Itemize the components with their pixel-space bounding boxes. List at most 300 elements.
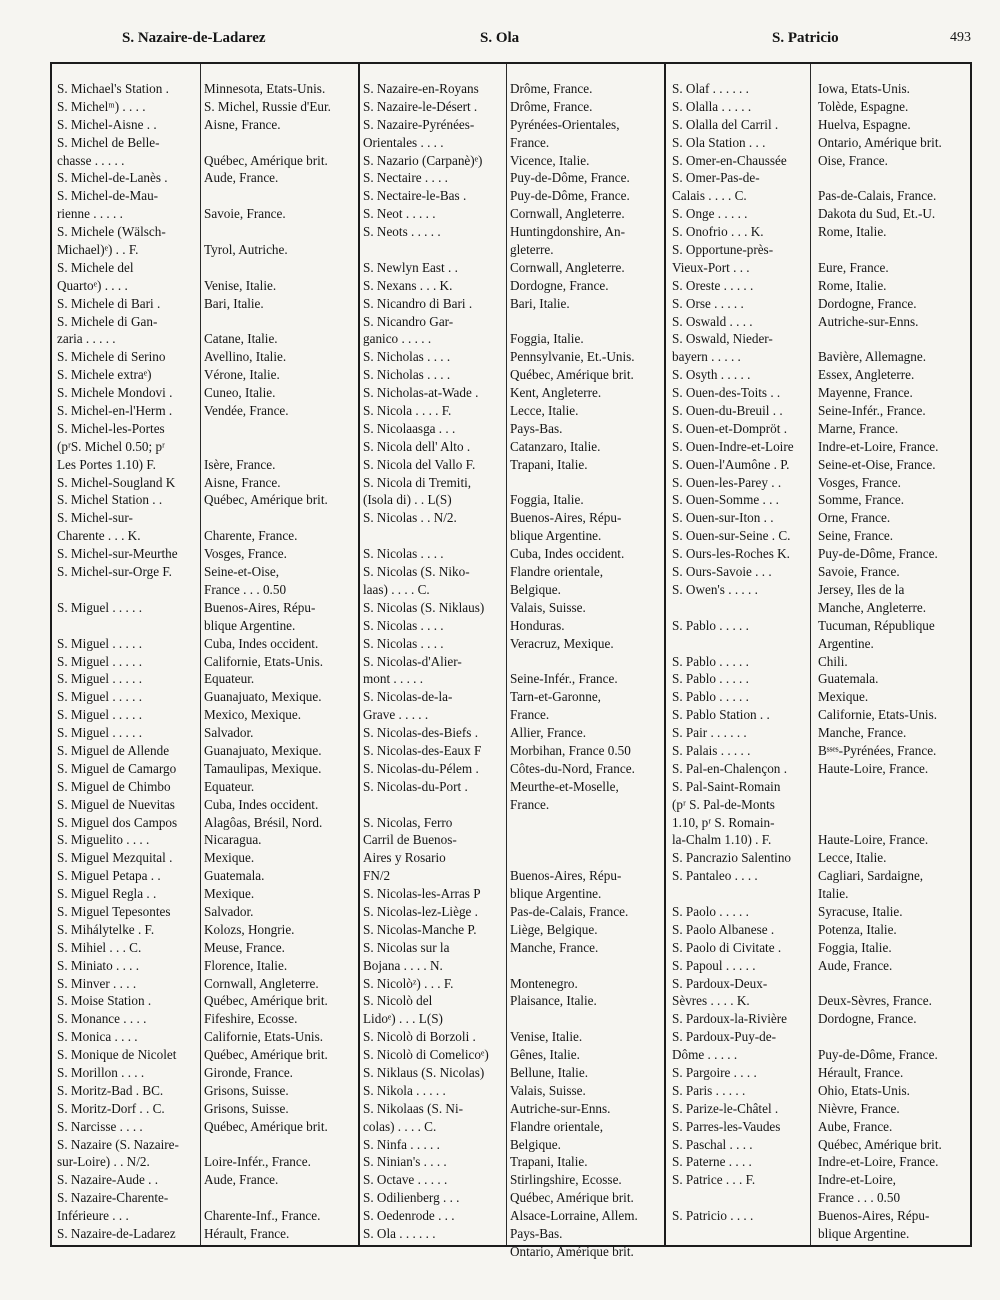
entry-name: Dôme . . . . .	[672, 1047, 738, 1063]
entry-place: Puy-de-Dôme, France.	[510, 170, 630, 186]
entry-place: Trapani, Italie.	[510, 456, 588, 472]
entry-place: Puy-de-Dôme, France.	[818, 1047, 938, 1063]
entry-name	[57, 617, 199, 635]
entry-place: Tarn-et-Garonne,	[510, 689, 601, 705]
entry-name: S. Octave . . . . .	[363, 1172, 448, 1188]
entry-place: Dordogne, France.	[818, 295, 917, 311]
entry-name: S. Ouen-Indre-et-Loire	[672, 438, 794, 454]
entry-place: Manche, France.	[818, 725, 907, 741]
entry-place: Hérault, France.	[204, 1226, 290, 1241]
entry-name: S. Michel-Sougland K	[57, 474, 176, 490]
entry-place: Buenos-Aires, Répu-	[510, 868, 622, 884]
entry-name: Orientales . . . .	[363, 134, 444, 150]
entry-place: Vendée, France.	[204, 403, 289, 419]
entry-place: Morbihan, France 0.50	[510, 742, 631, 758]
entry-place: Foggia, Italie.	[510, 331, 584, 347]
entry-place: Foggia, Italie.	[818, 939, 892, 955]
entry-name: S. Oswald, Nieder-	[672, 331, 773, 347]
entry-place: Jersey, Iles de la	[818, 581, 905, 597]
entry-place: Belgique.	[510, 581, 561, 597]
entry-place: gleterre.	[510, 242, 554, 258]
entry-name: S. Ninian's . . . .	[363, 1154, 447, 1170]
entry-name: S. Nicolas-du-Pélem .	[363, 760, 479, 776]
entry-name: S. Nicolò di Comelicoᵉ)	[363, 1047, 489, 1063]
entry-name: S. Omer-Pas-de-	[672, 170, 760, 186]
entry-place: Québec, Amérique brit.	[204, 492, 328, 508]
entry-place: Guanajuato, Mexique.	[204, 742, 322, 758]
entry-place: Manche, France.	[510, 939, 599, 955]
entry-name: S. Ouen-les-Parey . .	[672, 474, 782, 490]
entry-name: S. Osyth . . . . .	[672, 367, 751, 383]
entry-place: Seine-et-Oise, France.	[818, 456, 936, 472]
entry-place: Orne, France.	[818, 510, 891, 526]
entry-name: S. Ours-les-Roches K.	[672, 546, 790, 562]
entry-name: S. Monica . . . .	[57, 1029, 138, 1045]
entry-name: S. Mihálytelke . F.	[57, 921, 155, 937]
header-last-entry: S. Patricio	[772, 30, 839, 46]
entry-name: Vieux-Port . . .	[672, 259, 750, 275]
entry-names-column-2	[363, 80, 503, 1243]
entry-name: S. Ours-Savoie . . .	[672, 564, 772, 580]
entry-place: Syracuse, Italie.	[818, 903, 903, 919]
entry-name: S. Pal-Saint-Romain	[672, 778, 781, 794]
entry-name: Lidoᵉ) . . . L(S)	[363, 1011, 443, 1027]
entry-name: S. Morillon . . . .	[57, 1064, 145, 1080]
entry-place	[818, 1028, 968, 1046]
entry-name: S. Nicolas-d'Alier-	[363, 653, 462, 669]
entry-name: S. Miguel . . . . .	[57, 707, 142, 723]
entry-name: S. Pardoux-Deux-	[672, 975, 768, 991]
entry-name: S. Ouen-sur-Seine . C.	[672, 528, 791, 544]
entry-place: Florence, Italie.	[204, 957, 288, 973]
entry-name: S. Moritz-Dorf . . C.	[57, 1100, 165, 1116]
entry-place: Dordogne, France.	[510, 277, 609, 293]
entry-place: Bari, Italie.	[204, 295, 264, 311]
entry-place: Mexique.	[204, 886, 255, 902]
entry-place: Bˢˢᵉˢ-Pyrénées, France.	[818, 742, 937, 758]
entry-name	[672, 885, 810, 903]
entry-place	[204, 438, 356, 456]
entry-name: S. Nicandro di Bari .	[363, 295, 473, 311]
entry-place: Montenegro.	[510, 975, 578, 991]
entry-place: Rome, Italie.	[818, 277, 887, 293]
entry-place: Cuba, Indes occident.	[204, 796, 319, 812]
entry-place: Pas-de-Calais, France.	[510, 903, 629, 919]
entry-name: S. Miguel Mezquital .	[57, 850, 173, 866]
entry-place: Mayenne, France.	[818, 385, 913, 401]
entry-place: Québec, Amérique brit.	[204, 152, 328, 168]
entry-name: S. Michael's Station .	[57, 81, 169, 96]
entry-place: Buenos-Aires, Répu-	[510, 510, 622, 526]
entry-place	[204, 420, 356, 438]
entry-name: S. Patricio . . . .	[672, 1208, 754, 1224]
entry-place: Manche, Angleterre.	[818, 599, 927, 615]
entry-place: Salvador.	[204, 903, 254, 919]
entry-place: Haute-Loire, France.	[818, 760, 929, 776]
entry-name: S. Nicolas-les-Arras P	[363, 886, 481, 902]
entry-place: Autriche-sur-Enns.	[818, 313, 919, 329]
entry-name: S. Miguel de Allende	[57, 742, 170, 758]
column-divider	[358, 64, 360, 1245]
entry-place: Lecce, Italie.	[510, 403, 579, 419]
entry-name: S. Parize-le-Châtel .	[672, 1100, 779, 1116]
entry-name	[363, 796, 503, 814]
entry-place: Ontario, Amérique brit.	[818, 134, 942, 150]
entry-place: Salvador.	[204, 725, 254, 741]
entry-place: Venise, Italie.	[510, 1029, 583, 1045]
entry-names-column-1	[57, 80, 199, 1243]
entry-place: Guatemala.	[204, 868, 265, 884]
entry-name: S. Pardoux-la-Rivière	[672, 1011, 787, 1027]
entry-name: S. Michele di Serino	[57, 349, 166, 365]
entry-name: S. Moritz-Bad . BC.	[57, 1082, 164, 1098]
entry-place: Californie, Etats-Unis.	[204, 1029, 324, 1045]
entry-place	[818, 169, 968, 187]
entry-name: S. Nicandro Gar-	[363, 313, 454, 329]
entry-name: S. Miguel Regla . .	[57, 886, 157, 902]
entry-name	[672, 599, 810, 617]
entry-place: Californie, Etats-Unis.	[818, 707, 938, 723]
entry-name: S. Nicholas . . . .	[363, 349, 451, 365]
entry-name: S. Nicolòᶻ) . . . F.	[363, 975, 454, 991]
entry-name: S. Paris . . . . .	[672, 1082, 746, 1098]
entry-place: Honduras.	[510, 617, 565, 633]
entry-name: S. Nazaire-le-Désert .	[363, 98, 478, 114]
entry-name: S. Olalla del Carril .	[672, 116, 779, 132]
entry-name: S. Niklaus (S. Nicolas)	[363, 1064, 485, 1080]
entry-place	[204, 313, 356, 331]
entry-name: S. Michel-sur-Meurthe	[57, 546, 178, 562]
entry-place: France.	[510, 707, 550, 723]
entry-name: Grave . . . . .	[363, 707, 429, 723]
column-divider	[200, 64, 201, 1245]
entry-name: S. Nazaire-Pyrénées-	[363, 116, 475, 132]
entry-name: Inférieure . . .	[57, 1208, 129, 1224]
entry-name: S. Paolo Albanese .	[672, 921, 775, 937]
entry-place: Valais, Suisse.	[510, 1082, 586, 1098]
entry-name: zaria . . . . .	[57, 331, 116, 347]
entry-place: Cuba, Indes occident.	[510, 546, 625, 562]
entry-name: S. Monique de Nicolet	[57, 1047, 177, 1063]
entry-name: S. Nicolas (S. Niklaus)	[363, 599, 485, 615]
entry-name: chasse . . . . .	[57, 152, 125, 168]
entry-place: Lecce, Italie.	[818, 850, 887, 866]
entry-place: Seine-Infér., France.	[818, 403, 926, 419]
entry-name: S. Ola Station . . .	[672, 134, 766, 150]
entry-place: Belgique.	[510, 1136, 561, 1152]
entry-name: S. Nicola del Vallo F.	[363, 456, 476, 472]
entry-name: S. Nicolas-des-Biefs .	[363, 725, 479, 741]
entry-place: Plaisance, Italie.	[510, 993, 597, 1009]
entry-name: S. Miguel Petapa . .	[57, 868, 161, 884]
entry-name: S. Pancrazio Salentino	[672, 850, 792, 866]
entry-name: S. Michel-de-Lanès .	[57, 170, 168, 186]
entry-place: Eure, France.	[818, 259, 889, 275]
entry-name: S. Newlyn East . .	[363, 259, 458, 275]
entry-name: S. Pair . . . . . .	[672, 725, 747, 741]
entry-name: S. Oedenrode . . .	[363, 1208, 455, 1224]
entry-place: Nièvre, France.	[818, 1100, 900, 1116]
entry-name: S. Moise Station .	[57, 993, 152, 1009]
entry-place	[204, 187, 356, 205]
entry-name: S. Michele di Bari .	[57, 295, 161, 311]
entry-name: (Isola di) . . L(S)	[363, 492, 452, 508]
entry-name: (pʳS. Michel 0.50; pʳ	[57, 438, 165, 454]
entry-name: bayern . . . . .	[672, 349, 741, 365]
entry-place: Bellune, Italie.	[510, 1064, 588, 1080]
entry-name: S. Michel-sur-	[57, 510, 133, 526]
entry-place	[818, 975, 968, 993]
entry-name	[672, 1189, 810, 1207]
entry-name: S. Monance . . . .	[57, 1011, 147, 1027]
entry-name: S. Nazaire-de-Ladarez	[57, 1226, 176, 1241]
entry-place: Meuse, France.	[204, 939, 285, 955]
entry-place: Charente, France.	[204, 528, 298, 544]
entry-place: Indre-et-Loire, France.	[818, 1154, 939, 1170]
entry-name: ganico . . . . .	[363, 331, 432, 347]
entry-place: Catanzaro, Italie.	[510, 438, 601, 454]
entry-place: Autriche-sur-Enns.	[510, 1100, 611, 1116]
header-first-entry: S. Nazaire-de-Ladarez	[122, 30, 266, 46]
entry-place: Vosges, France.	[204, 546, 287, 562]
entry-name: S. Nicolas . . . .	[363, 635, 444, 651]
entry-name: S. Michel-de-Mau-	[57, 188, 159, 204]
entry-place: Cuba, Indes occident.	[204, 635, 319, 651]
entry-place: Venise, Italie.	[204, 277, 277, 293]
entry-place: Gironde, France.	[204, 1064, 293, 1080]
entry-place	[510, 957, 662, 975]
entry-name: S. Narcisse . . . .	[57, 1118, 143, 1134]
entry-place: Trapani, Italie.	[510, 1154, 588, 1170]
entry-name: S. Ouen-l'Aumône . P.	[672, 456, 790, 472]
entry-name: S. Nicola di Tremiti,	[363, 474, 472, 490]
entry-name: S. Nicolaasga . . .	[363, 420, 456, 436]
entry-name: sur-Loire) . . N/2.	[57, 1154, 150, 1170]
column-divider	[664, 64, 666, 1245]
entry-place: Puy-de-Dôme, France.	[818, 546, 938, 562]
entry-name: S. Opportune-près-	[672, 242, 774, 258]
entry-place: Dordogne, France.	[818, 1011, 917, 1027]
entry-place	[818, 814, 968, 832]
entry-place: Hérault, France.	[818, 1064, 904, 1080]
entry-name: S. Paterne . . . .	[672, 1154, 752, 1170]
entry-place: Dakota du Sud, Et.-U.	[818, 206, 936, 222]
entry-name: S. Nicolas-de-la-	[363, 689, 453, 705]
entry-place	[818, 796, 968, 814]
entry-name: S. Palais . . . . .	[672, 742, 751, 758]
entry-name: S. Michele di Gan-	[57, 313, 158, 329]
entry-place: Foggia, Italie.	[510, 492, 584, 508]
entry-name: Quartoᵉ) . . . .	[57, 277, 128, 293]
entry-place: Argentine.	[818, 635, 874, 651]
entry-places-column-2	[510, 80, 662, 1261]
entry-place: Bavière, Allemagne.	[818, 349, 927, 365]
column-divider	[506, 64, 507, 1245]
entry-name: S. Ouen-et-Dompröt .	[672, 420, 788, 436]
entry-name: FN/2	[363, 868, 391, 884]
entry-name: S. Orse . . . . .	[672, 295, 744, 311]
entry-place	[204, 1189, 356, 1207]
entry-place: Isère, France.	[204, 456, 276, 472]
entry-place: Aisne, France.	[204, 116, 281, 132]
entry-place: Pays-Bas.	[510, 420, 563, 436]
entry-name: la-Chalm 1.10) . F.	[672, 832, 772, 848]
entry-place: Buenos-Aires, Répu-	[204, 599, 316, 615]
entry-name: S. Miguel Tepesontes	[57, 903, 171, 919]
entry-name: S. Ninfa . . . . .	[363, 1136, 440, 1152]
entry-name: S. Nicola dell' Alto .	[363, 438, 471, 454]
entry-place: Equateur.	[204, 778, 255, 794]
entry-name: S. Michel-les-Portes	[57, 420, 165, 436]
entry-place: Tucuman, République	[818, 617, 935, 633]
entry-name: S. Michele Mondovi .	[57, 385, 173, 401]
entry-name: S. Nicolas-des-Eaux F	[363, 742, 482, 758]
entry-name: S. Miguelito . . . .	[57, 832, 150, 848]
page-number: 493	[950, 30, 971, 45]
entry-place: Gênes, Italie.	[510, 1047, 580, 1063]
entry-name: S. Nazaire (S. Nazaire-	[57, 1136, 179, 1152]
entry-name: S. Nicolò di Borzoli .	[363, 1029, 476, 1045]
entry-name: S. Onofrio . . . K.	[672, 224, 764, 240]
entry-places-column-1	[204, 80, 356, 1243]
entry-place: Pyrénées-Orientales,	[510, 116, 620, 132]
entry-name: S. Michel de Belle-	[57, 134, 160, 150]
entry-name: S. Miguel . . . . .	[57, 635, 142, 651]
entry-place: Alagôas, Brésil, Nord.	[204, 814, 323, 830]
entry-place	[510, 474, 662, 492]
entry-place: Tyrol, Autriche.	[204, 242, 288, 258]
entry-name: S. Nicolas, Ferro	[363, 814, 453, 830]
entry-name: S. Nicolas . . . .	[363, 546, 444, 562]
entry-name: S. Ouen-du-Breuil . .	[672, 403, 783, 419]
entry-name: S. Miguel de Chimbo	[57, 778, 171, 794]
entry-place: Cuneo, Italie.	[204, 385, 276, 401]
entry-name: S. Omer-en-Chaussée	[672, 152, 787, 168]
entry-place: Haute-Loire, France.	[818, 832, 929, 848]
entry-name: S. Paolo di Civitate .	[672, 939, 782, 955]
entry-place: Drôme, France.	[510, 98, 593, 114]
entry-place: Cornwall, Angleterre.	[510, 206, 625, 222]
entry-name: S. Nectaire-le-Bas .	[363, 188, 467, 204]
column-divider	[810, 64, 811, 1245]
entry-place: Stirlingshire, Ecosse.	[510, 1172, 622, 1188]
entry-name: S. Miguel dos Campos	[57, 814, 178, 830]
entry-place: blique Argentine.	[818, 1226, 910, 1241]
entry-place: Deux-Sèvres, France.	[818, 993, 932, 1009]
entry-place: Québec, Amérique brit.	[510, 367, 634, 383]
entry-place: Fifeshire, Ecosse.	[204, 1011, 298, 1027]
entry-place: Cornwall, Angleterre.	[204, 975, 319, 991]
entry-name: S. Miguel . . . . .	[57, 671, 142, 687]
entry-place: Pas-de-Calais, France.	[818, 188, 937, 204]
entry-place: Rome, Italie.	[818, 224, 887, 240]
entry-name: S. Nexans . . . K.	[363, 277, 453, 293]
entry-name: S. Neot . . . . .	[363, 206, 436, 222]
entry-name: S. Nikola . . . . .	[363, 1082, 446, 1098]
entry-place: blique Argentine.	[510, 528, 602, 544]
entry-name	[57, 581, 199, 599]
entry-place: Québec, Amérique brit.	[818, 1136, 942, 1152]
entry-place: Vérone, Italie.	[204, 367, 280, 383]
entry-place: Minnesota, Etats-Unis.	[204, 81, 326, 96]
entry-name: rienne . . . . .	[57, 206, 123, 222]
entry-place: Aude, France.	[204, 1172, 279, 1188]
entry-name: S. Michele (Wälsch-	[57, 224, 166, 240]
entry-place: Indre-et-Loire, France.	[818, 438, 939, 454]
entry-name: (pʳ S. Pal-de-Monts	[672, 796, 775, 812]
entry-name: S. Nicolas . . . .	[363, 617, 444, 633]
entry-name: S. Nicholas . . . .	[363, 367, 451, 383]
entry-place: Huntingdonshire, An-	[510, 224, 626, 240]
entry-name: S. Olaf . . . . . .	[672, 81, 749, 96]
entry-name: S. Michel-en-l'Herm .	[57, 403, 173, 419]
entry-place: Vosges, France.	[818, 474, 901, 490]
entry-place	[510, 653, 662, 671]
entry-name: S. Pablo Station . .	[672, 707, 770, 723]
entry-name: S. Pantaleo . . . .	[672, 868, 758, 884]
entry-place: Vicence, Italie.	[510, 152, 590, 168]
entry-place: Essex, Angleterre.	[818, 367, 915, 383]
entry-place: Aude, France.	[204, 170, 279, 186]
entry-place	[818, 330, 968, 348]
entry-name: S. Ouen-Somme . . .	[672, 492, 779, 508]
entry-name: S. Pardoux-Puy-de-	[672, 1029, 777, 1045]
entry-place: Charente-Inf., France.	[204, 1208, 321, 1224]
entry-place: Californie, Etats-Unis.	[204, 653, 324, 669]
entry-name: Sèvres . . . . K.	[672, 993, 750, 1009]
entry-place: Italie.	[818, 886, 849, 902]
entry-name: S. Miguel de Camargo	[57, 760, 177, 776]
entry-name: S. Nicolas (S. Niko-	[363, 564, 470, 580]
entry-name: S. Nicolas-lez-Liège .	[363, 903, 478, 919]
entry-place: Québec, Amérique brit.	[204, 1047, 328, 1063]
entry-place: Aube, France.	[818, 1118, 893, 1134]
entry-place	[204, 134, 356, 152]
entry-names-column-3	[672, 80, 810, 1225]
entry-name: 1.10, pʳ S. Romain-	[672, 814, 775, 830]
entry-place: Chili.	[818, 653, 848, 669]
entry-name: S. Pablo . . . . .	[672, 617, 749, 633]
entry-name: S. Miguel . . . . .	[57, 599, 142, 615]
entry-name: S. Mihiel . . . C.	[57, 939, 142, 955]
entry-place: Liège, Belgique.	[510, 921, 598, 937]
entry-place: Flandre orientale,	[510, 564, 604, 580]
entry-place: Buenos-Aires, Répu-	[818, 1208, 930, 1224]
entry-name: S. Minver . . . .	[57, 975, 137, 991]
entry-name: Les Portes 1.10) F.	[57, 456, 156, 472]
entry-place	[818, 778, 968, 796]
entry-place: Guatemala.	[818, 671, 879, 687]
entry-place: Oise, France.	[818, 152, 888, 168]
entry-name: S. Nicolas . . N/2.	[363, 510, 457, 526]
entry-place: Tamaulipas, Mexique.	[204, 760, 322, 776]
entry-name: S. Nazario (Carpanè)ᵉ)	[363, 152, 483, 168]
entry-place: S. Michel, Russie d'Eur.	[204, 98, 331, 114]
entry-name: S. Oreste . . . . .	[672, 277, 754, 293]
entry-name: mont . . . . .	[363, 671, 424, 687]
entry-place: Ontario, Amérique brit.	[510, 1243, 634, 1259]
entry-place: Catane, Italie.	[204, 331, 278, 347]
entry-name	[363, 527, 503, 545]
entry-place: Québec, Amérique brit.	[204, 1118, 328, 1134]
entry-name: S. Olalla . . . . .	[672, 98, 752, 114]
entry-place: Québec, Amérique brit.	[510, 1190, 634, 1206]
entry-place: France . . . 0.50	[818, 1190, 901, 1206]
entry-name: S. Miguel . . . . .	[57, 689, 142, 705]
entry-place: Tolède, Espagne.	[818, 98, 909, 114]
entry-place: Drôme, France.	[510, 81, 593, 96]
entry-name: S. Paolo . . . . .	[672, 903, 749, 919]
